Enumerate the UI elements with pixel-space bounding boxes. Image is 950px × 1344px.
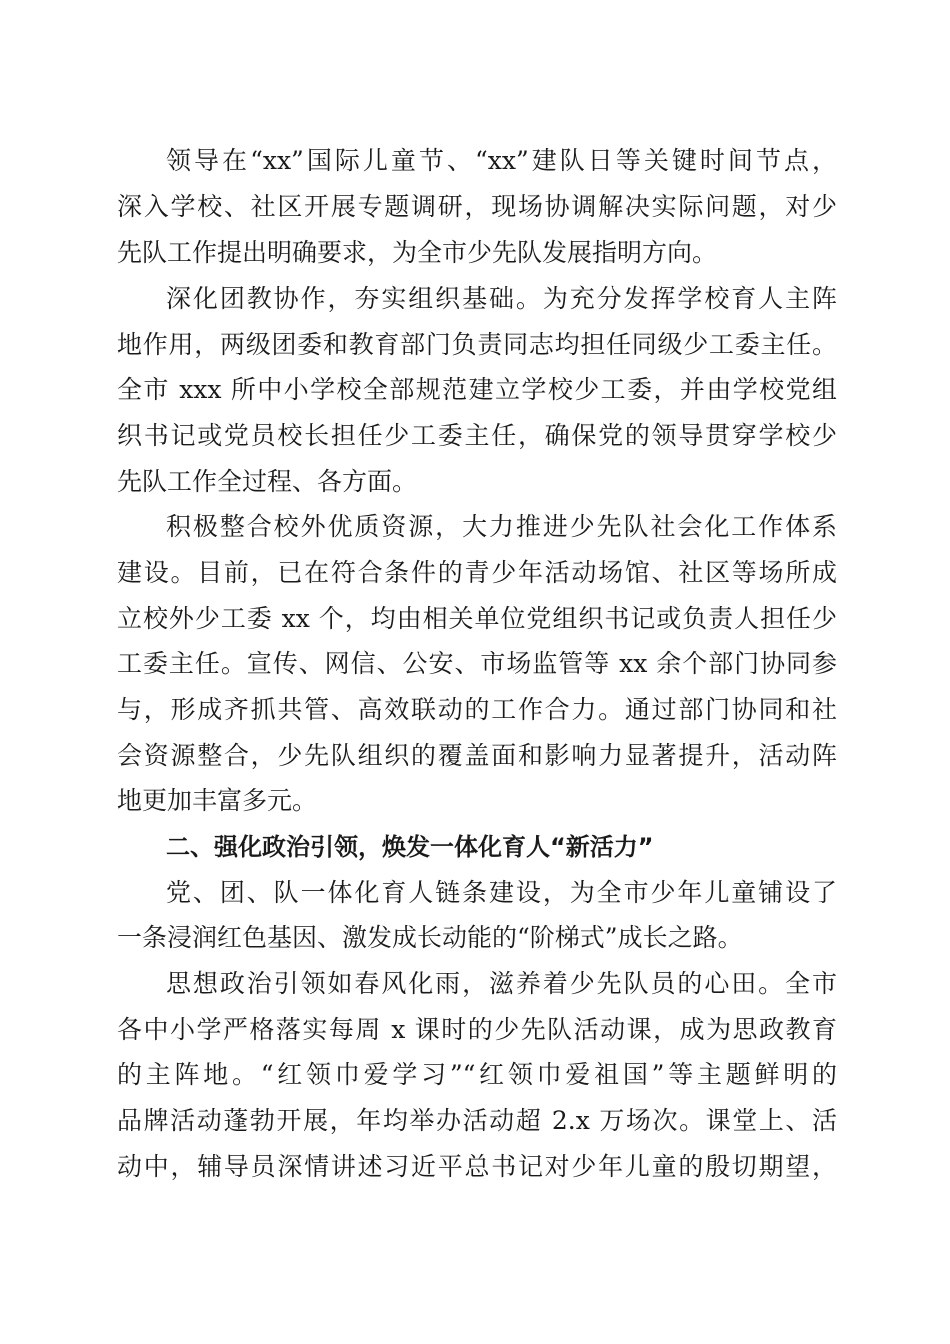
- text-line: 一条浸润红色基因、激发成长动能的“阶梯式”成长之路。: [117, 923, 743, 952]
- text-line: 先队工作全过程、各方面。: [117, 467, 418, 496]
- text-line: 党、团、队一体化育人链条建设，为全市少年儿童铺设了: [166, 878, 837, 907]
- text-line: 与，形成齐抓共管、高效联动的工作合力。通过部门协同和社: [117, 695, 837, 724]
- text-line: 立校外少工委 xx 个，均由相关单位党组织书记或负责人担任少: [117, 604, 837, 633]
- text-line: 深化团教协作，夯实组织基础。为充分发挥学校育人主阵: [166, 284, 837, 313]
- section-heading: 二、强化政治引领，焕发一体化育人“新活力”: [166, 833, 654, 861]
- text-line: 品牌活动蓬勃开展，年均举办活动超 2.x 万场次。课堂上、活: [117, 1106, 837, 1135]
- text-line: 工委主任。宣传、网信、公安、市场监管等 xx 余个部门协同参: [117, 649, 837, 678]
- text-line: 地更加丰富多元。: [117, 786, 318, 815]
- text-line: 会资源整合，少先队组织的覆盖面和影响力显著提升，活动阵: [117, 741, 837, 770]
- text-line: 动中，辅导员深情讲述习近平总书记对少年儿童的殷切期望，: [117, 1152, 837, 1181]
- text-line: 地作用，两级团委和教育部门负责同志均担任同级少工委主任。: [117, 330, 837, 359]
- text-line: 各中小学严格落实每周 x 课时的少先队活动课，成为思政教育: [117, 1015, 837, 1044]
- text-line: 织书记或党员校长担任少工委主任，确保党的领导贯穿学校少: [117, 421, 837, 450]
- text-line: 领导在“xx”国际儿童节、“xx”建队日等关键时间节点，: [166, 146, 837, 175]
- text-line: 深入学校、社区开展专题调研，现场协调解决实际问题，对少: [117, 192, 837, 221]
- text-line: 积极整合校外优质资源，大力推进少先队社会化工作体系: [166, 512, 837, 541]
- text-line: 先队工作提出明确要求，为全市少先队发展指明方向。: [117, 238, 718, 267]
- text-line: 建设。目前，已在符合条件的青少年活动场馆、社区等场所成: [117, 558, 837, 587]
- text-line: 全市 xxx 所中小学校全部规范建立学校少工委，并由学校党组: [117, 375, 837, 404]
- text-line: 的主阵地。“红领巾爱学习”“红领巾爱祖国”等主题鲜明的: [117, 1060, 837, 1089]
- text-line: 思想政治引领如春风化雨，滋养着少先队员的心田。全市: [166, 969, 837, 998]
